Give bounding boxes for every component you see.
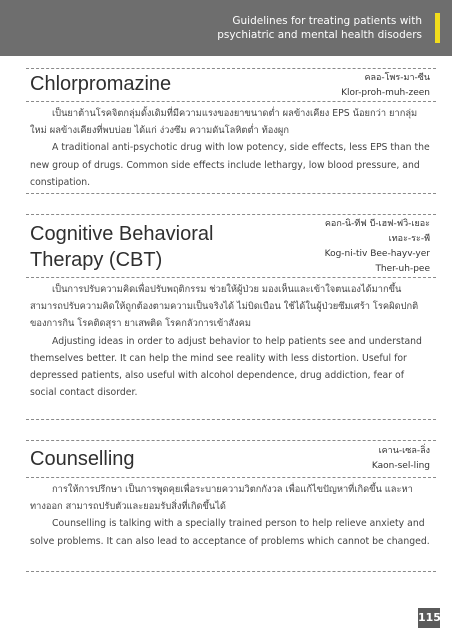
pronunciation-roman-line-2: Ther-uh-pee [375, 264, 430, 274]
header-accent-bar [435, 13, 440, 43]
page-header [0, 0, 452, 56]
definition [30, 281, 432, 401]
definition-thai: เป็นยาต้านโรคจิตกลุ่มดั้งเดิมที่มีความแรงของยาขนาดต่ำ ผลข้างเคียง EPS น้อยกว่า ยากลุ่มใหม่ ผลข้างเคียงที่พบบ่อย ได้แก่ ง่วงซึม ความดันโลหิตต่ำ ท้องผูก [30, 108, 418, 137]
header-line-1: Guidelines for treating patients with [232, 15, 422, 27]
pronunciation-thai-line-1: คอก-นิ-ทีฟ บี-เฮฟ-ฟวิ-เยอะ [324, 219, 430, 229]
entry-cbt [26, 214, 436, 420]
pronunciation-thai: คลอ-โพร-มา-ซีน [364, 73, 430, 83]
term-box [26, 69, 436, 102]
header-title [217, 14, 422, 42]
entry-chlorpromazine [26, 68, 436, 194]
entry-counselling [26, 440, 436, 572]
pronunciation-roman: Kaon-sel-ling [371, 461, 430, 471]
term-box [26, 441, 436, 478]
definition [30, 105, 432, 191]
header-line-2: psychiatric and mental health disoders [217, 29, 422, 41]
pronunciation-roman-line-1: Kog-ni-tiv Bee-hayv-yer [324, 249, 430, 259]
pronunciation [341, 71, 430, 101]
pronunciation [372, 444, 430, 474]
term-title: Counselling [30, 448, 135, 470]
pronunciation [325, 217, 430, 277]
definition-english: A traditional anti-psychotic drug with low potency, side effects, less EPS than the new group of drugs. Common side effects include lethargy, low blood pressure, and constipation. [30, 142, 430, 188]
term-title-line-2: Therapy (CBT) [30, 249, 163, 271]
pronunciation-thai-line-2: เทอะ-ระ-พี [388, 234, 430, 244]
definition-english: Adjusting ideas in order to adjust behavior to help patients see and understand themselves better. It can help the mind see reality with less distortion. Useful for depressed patients, also useful with alcohol dependence, drug addiction, fear of social contact disorder. [30, 335, 422, 399]
term-title-line-1: Cognitive Behavioral [30, 223, 214, 245]
definition-thai: เป็นการปรับความคิดเพื่อปรับพฤติกรรม ช่วยให้ผู้ป่วย มองเห็นและเข้าใจตนเองได้มากขึ้น สามารถปรับความคิดให้ถูกต้องตามความเป็นจริงได้ ไม่บิดเบือน ใช้ได้ในผู้ป่วยซึมเศร้า โรคผิดปกติของการกิน โรคติดสุรา ยาเสพติด โรคกลัวการเข้าสังคม [30, 284, 419, 330]
term-title: Chlorpromazine [30, 73, 172, 95]
pronunciation-roman: Klor-proh-muh-zeen [341, 88, 430, 98]
term-title [30, 221, 213, 273]
definition-english: Counselling is talking with a specially trained person to help relieve anxiety and solve problems. It can also lead to acceptance of problems which cannot be changed. [30, 518, 430, 547]
term-box [26, 215, 436, 278]
definition-thai: การให้การปรึกษา เป็นการพูดคุยเพื่อระบายความวิตกกังวล เพื่อแก้ไขปัญหาที่เกิดขึ้น และหาทางออก สามารถปรับตัวและยอมรับสิ่งที่เกิดขึ้นได้ [30, 484, 413, 513]
page-number: 115 [418, 608, 440, 628]
pronunciation-thai: เคาน-เซล-ลิ่ง [378, 446, 430, 456]
definition [30, 481, 432, 550]
